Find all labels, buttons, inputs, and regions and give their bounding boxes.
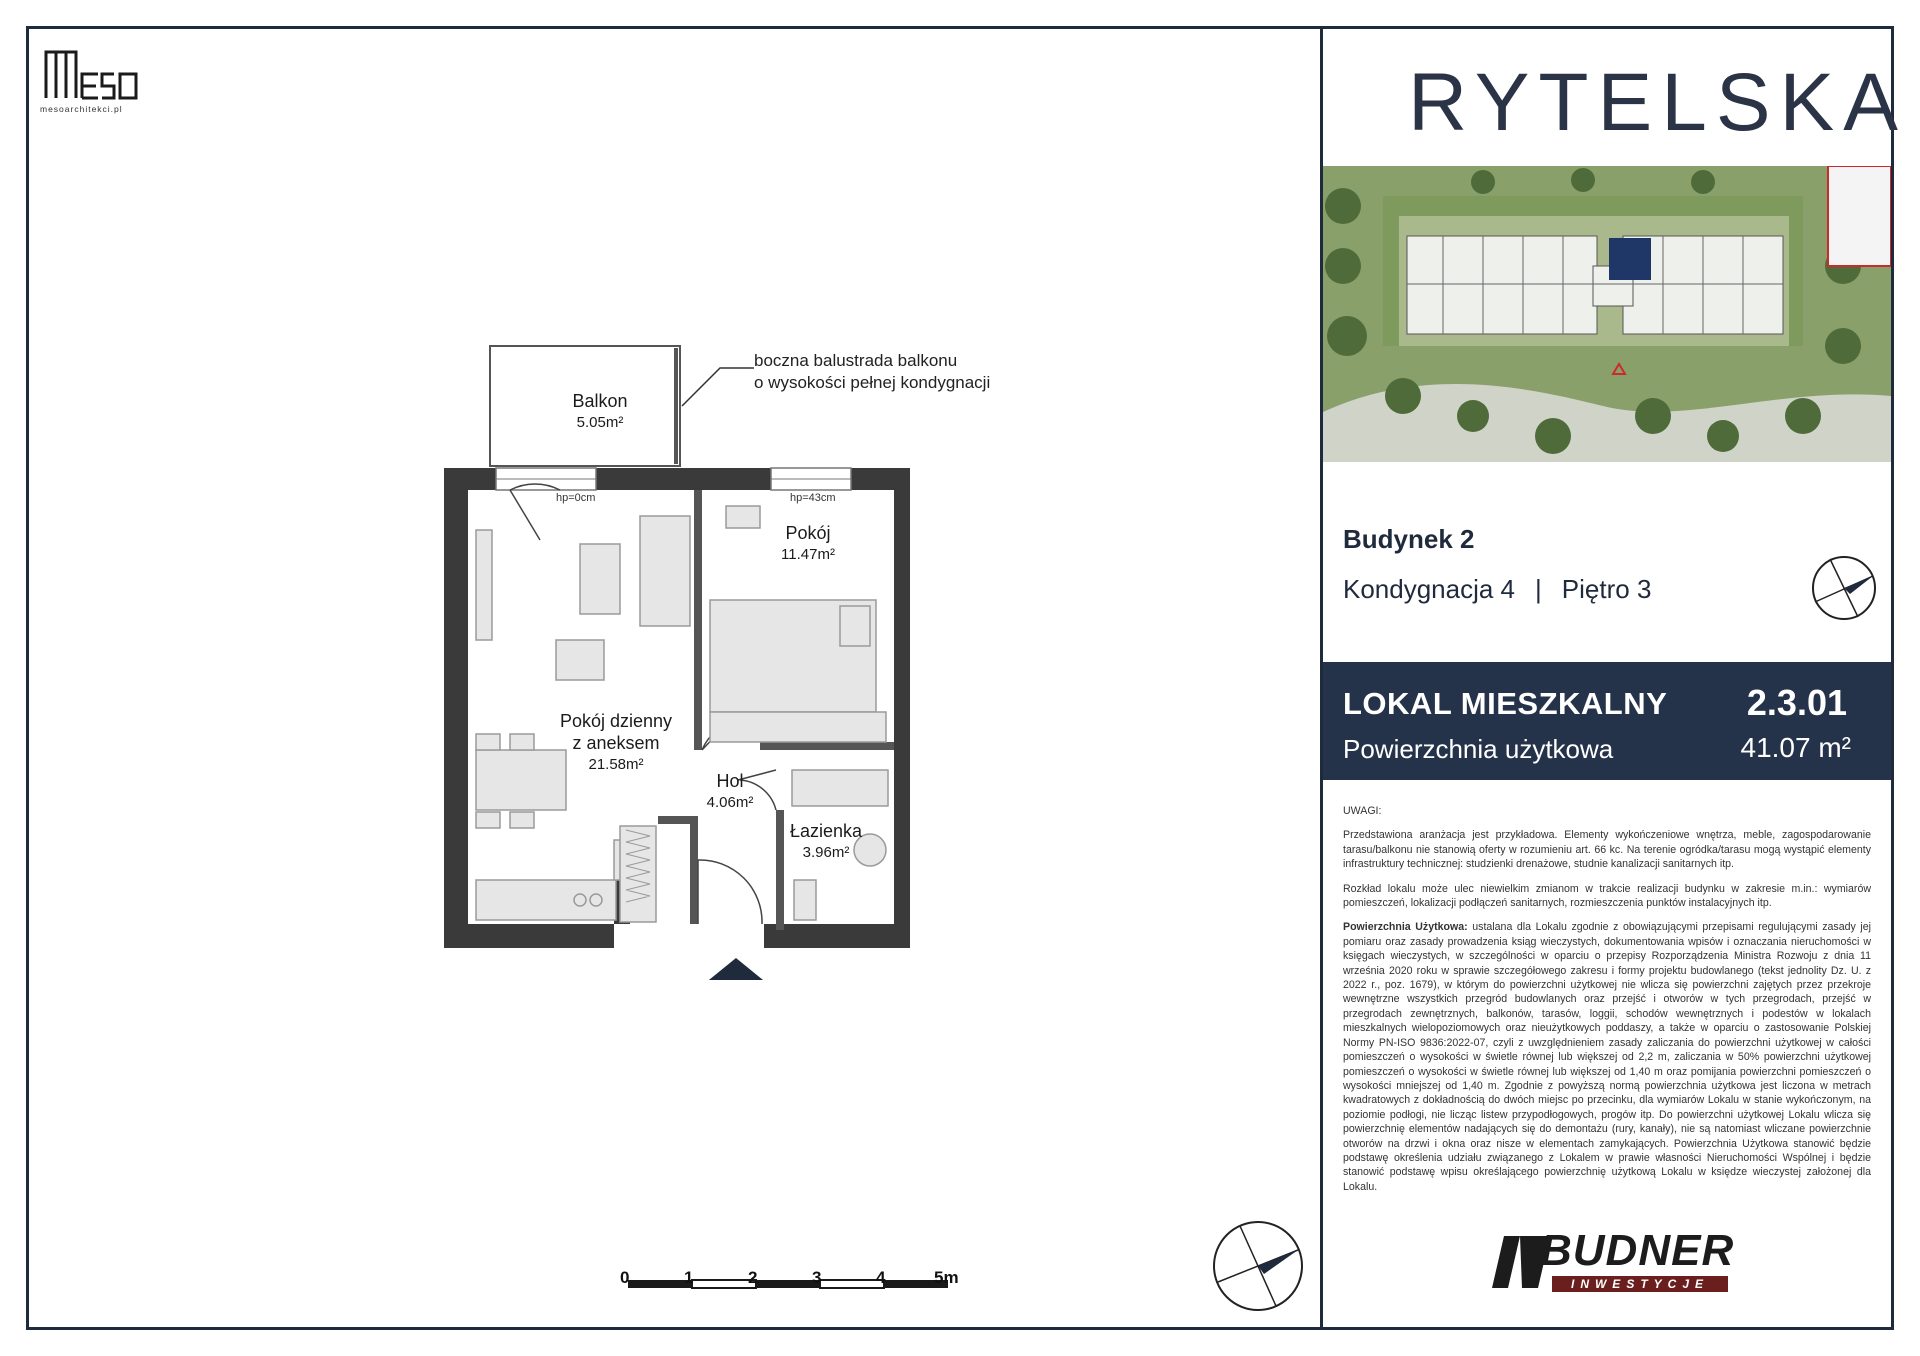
developer-sub: INWESTYCJE: [1552, 1276, 1728, 1292]
site-plan: [1323, 166, 1891, 462]
room-pokoj: [748, 522, 868, 566]
annotation-leader: [680, 354, 760, 410]
notes-heading: UWAGI:: [1343, 805, 1382, 817]
inner-wall-closet: [690, 816, 698, 924]
entrance-marker: [704, 958, 768, 980]
compass-icon: [1210, 1218, 1306, 1314]
unit-number: 2.3.01: [1746, 682, 1847, 723]
inner-wall-hall: [658, 816, 694, 824]
room-dzienny-area: 21.58m²: [588, 756, 644, 773]
room-lazienka: [774, 820, 878, 864]
project-brand: RYTELSKA: [1408, 57, 1907, 148]
balcony-annotation: [754, 350, 990, 394]
door-entry: [698, 860, 762, 924]
logo-url: mesoarchitekci.pl: [40, 104, 123, 114]
meso-logo: [42, 46, 152, 102]
room-lazienka-area: 3.96m²: [802, 844, 850, 861]
scale-bar: [620, 1268, 950, 1298]
inner-wall-bath-top: [760, 742, 894, 750]
room-hol-area: 4.06m²: [706, 794, 754, 811]
room-balkon-area: 5.05m²: [576, 414, 624, 431]
floor-plan: [440, 340, 920, 980]
annotation-line2: o wysokości pełnej kondygnacji: [754, 373, 991, 392]
building-label: Budynek 2: [1343, 524, 1475, 554]
area-label: Powierzchnia użytkowa: [1343, 734, 1614, 764]
level-label: Kondygnacja 4: [1343, 574, 1516, 604]
scale-label-1: 1: [684, 1268, 694, 1287]
area-value: 41.07 m²: [1740, 732, 1851, 763]
room-lazienka-name: Łazienka: [789, 821, 863, 841]
highlighted-unit: [1609, 238, 1651, 280]
room-pokoj-name: Pokój: [785, 523, 831, 543]
room-dzienny-name: Pokój dzienny: [559, 711, 673, 731]
notes: [1343, 804, 1871, 1204]
notes-p1: Przedstawiona aranżacja jest przykładowa. Elementy wykończeniowe wnętrza, meble, zagospodarowanie tarasu/balkonu nie stanowią oferty w rozumieniu art. 66 kc. Na terenie ogródka/tarasu mogą wystąpić elementy infrastruktury technicznej: studzienki drenażowe, studnie kanalizacji sanitarnych itp.: [1343, 829, 1871, 871]
scale-label-2: 2: [748, 1268, 758, 1287]
scale-label-5: 5m: [934, 1268, 959, 1287]
notes-p3-text: ustalana dla Lokalu zgodnie z obowiązującymi przepisami regulującymi zasady jej pomiaru oraz zasady prowadzenia ksiąg wieczystych, dokumentowania wpisów i oznaczania nieruchomości w księgach wieczystych, w szczególności w oparciu o przepisy Rozporządzenia Ministra Rozwoju z dnia 11 września 2020 roku w sprawie szczegółowego zakresu i formy projektu budowlanego (tekst jednolity Dz. U. z 2022 r., poz. 1679), w którym do powierzchni użytkowej nie wlicza się powierzchni zajętych przez przekroje wewnętrzne wszystkich przegród budowlanych oraz przejść i otworów w tych przegrodach, przejść w przegrodach zewnętrznych, balkonów, tarasów, loggii, schodów wewnętrznych i podestów w lokalach mieszkalnych wielopoziomowych oraz nieużytkowych poddaszy, a także w oparciu o zastosowanie Polskiej Normy PN-ISO 9836:2022-07, czyli z uwzględnieniem zasady zaliczania do powierzchni użytkowej w całości pomieszczeń o wysokości w świetle równej lub większej od 2,2 m, zaliczania w 50% powierzchni użytkowej pomieszczeń o wysokości w świetle równej lub większej od 1,40 m oraz pomijania powierzchni pomieszczeń o wysokości mniejszej od 1,40 m. Zgodnie z powyższą normą powierzchnia użytkowa jest liczona w metrach kwadratowych z dokładnością do dwóch miejsc po przecinku, dla wymiarów Lokalu w stanie wykończonym, na poziomie podłogi, nie licząc listew przypodłogowych, progów itp. Do powierzchni użytkowej Lokalu wlicza się powierzchnię elementów nadających się do demontażu (rury, kanały), nie są natomiast wliczane powierzchnie otworów na drzwi i okna oraz nisze w elementach zamykających. Powierzchnia Użytkowa stanowić będzie podstawę określenia udziału związanego z Lokalem w prawie własności Nieruchomości Wspólnej i będzie stanowić podstawę wpisu określającego powierzchnię użytkową Lokalu w księdze wieczystej założonej dla Lokalu.: [1343, 921, 1871, 1193]
door-balcony: [510, 484, 560, 540]
window-height-1: hp=0cm: [556, 492, 596, 504]
room-pokoj-area: 11.47m²: [781, 546, 835, 563]
unit-type: LOKAL MIESZKALNY: [1343, 686, 1668, 721]
room-hol: [690, 770, 770, 814]
unit-info-box: [1323, 662, 1891, 780]
notes-p3: [1343, 920, 1871, 1194]
notes-p3-bold: Powierzchnia Użytkowa:: [1343, 921, 1468, 934]
room-dzienny-name2: z aneksem: [572, 733, 660, 753]
room-hol-name: Hol: [716, 771, 744, 791]
room-balkon-name: Balkon: [572, 391, 628, 411]
room-balkon: [540, 390, 660, 434]
floor-label: Piętro 3: [1561, 574, 1652, 604]
scale-label-4: 4: [876, 1268, 886, 1287]
scale-label-3: 3: [812, 1268, 822, 1287]
floor-info: [1343, 574, 1651, 605]
floor-separator: |: [1535, 574, 1542, 604]
notes-p2: Rozkład lokalu może ulec niewielkim zmianom w trakcie realizacji budynku w zakresie m.in.: wymiarów pomieszczeń, lokalizacji podłączeń sanitarnych, rozmieszczenia punktów instalacyjnych itp.: [1343, 882, 1871, 910]
annotation-line1: boczna balustrada balkonu: [754, 351, 958, 370]
window-height-2: hp=43cm: [790, 492, 836, 504]
room-dzienny: [536, 710, 696, 776]
scale-label-0: 0: [620, 1268, 630, 1287]
developer-name: BUDNER: [1540, 1226, 1735, 1275]
compass-icon-small: [1810, 554, 1878, 622]
